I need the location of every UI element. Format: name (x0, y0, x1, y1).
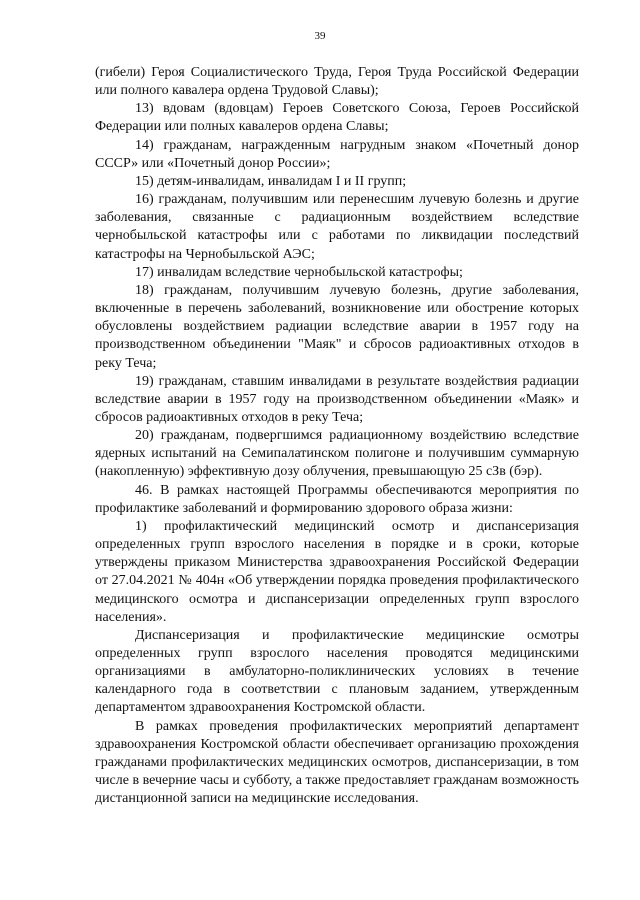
paragraph: 13) вдовам (вдовцам) Героев Советского Союза, Героев Российской Федерации или полных кавалеров ордена Славы; (95, 101, 579, 135)
paragraph: 18) гражданам, получившим лучевую болезнь, другие заболевания, включенные в перечень заболеваний, возникновение или обострение которых обусловлены воздействием радиации вследствие аварии в 1957 году на производственном объединении "Маяк" и сбросов радиоактивных отходов в реку Теча; (95, 282, 579, 371)
document-body (95, 64, 579, 808)
paragraph: (гибели) Героя Социалистического Труда, Героя Труда Российской Федерации или полного кавалера ордена Трудовой Славы); (95, 65, 579, 99)
paragraph: 16) гражданам, получившим или перенесшим лучевую болезнь и другие заболевания, связанные с радиационным воздействием вследствие чернобыльской катастрофы или с работами по ликвидации последствий катастрофы на Чернобыльской АЭС; (95, 192, 579, 262)
paragraph: В рамках проведения профилактических мероприятий департамент здравоохранения Костромской области обеспечивает организацию прохождения гражданами профилактических медицинских осмотров, диспансеризации, в том числе в вечерние часы и субботу, а также предоставляет гражданам возможность дистанционной записи на медицинские исследования. (95, 718, 579, 807)
paragraph: 17) инвалидам вследствие чернобыльской катастрофы; (135, 264, 463, 280)
paragraph: 19) гражданам, ставшим инвалидами в результате воздействия радиации вследствие аварии в 1957 году на производственном объединении «Маяк» и сбросов радиоактивных отходов в реку Теча; (95, 373, 579, 425)
paragraph: 15) детям-инвалидам, инвалидам I и II групп; (135, 173, 407, 189)
paragraph: 14) гражданам, награжденным нагрудным знаком «Почетный донор СССР» или «Почетный донор России»; (95, 137, 579, 171)
paragraph: 1) профилактический медицинский осмотр и диспансеризация определенных групп взрослого населения в порядке и в сроки, которые утверждены приказом Министерства здравоохранения Российской Федерации от 27.04.2021 № 404н «Об утверждении порядка проведения профилактического медицинского осмотра и диспансеризации определенных групп взрослого населения». (95, 518, 579, 625)
paragraph: Диспансеризация и профилактические медицинские осмотры определенных групп взрослого населения проводятся медицинскими организациями в амбулаторно-поликлинических условиях в течение календарного года в соответствии с плановым заданием, утвержденным департаментом здравоохранения Костромской области. (95, 627, 579, 716)
paragraph: 20) гражданам, подвергшимся радиационному воздействию вследствие ядерных испытаний на Семипалатинском полигоне и получившим суммарную (накопленную) эффективную дозу облучения, превышающую 25 сЗв (бэр). (95, 428, 579, 480)
paragraph: 46. В рамках настоящей Программы обеспечиваются мероприятия по профилактике заболеваний и формированию здорового образа жизни: (95, 482, 579, 516)
page-number: 39 (314, 30, 326, 42)
